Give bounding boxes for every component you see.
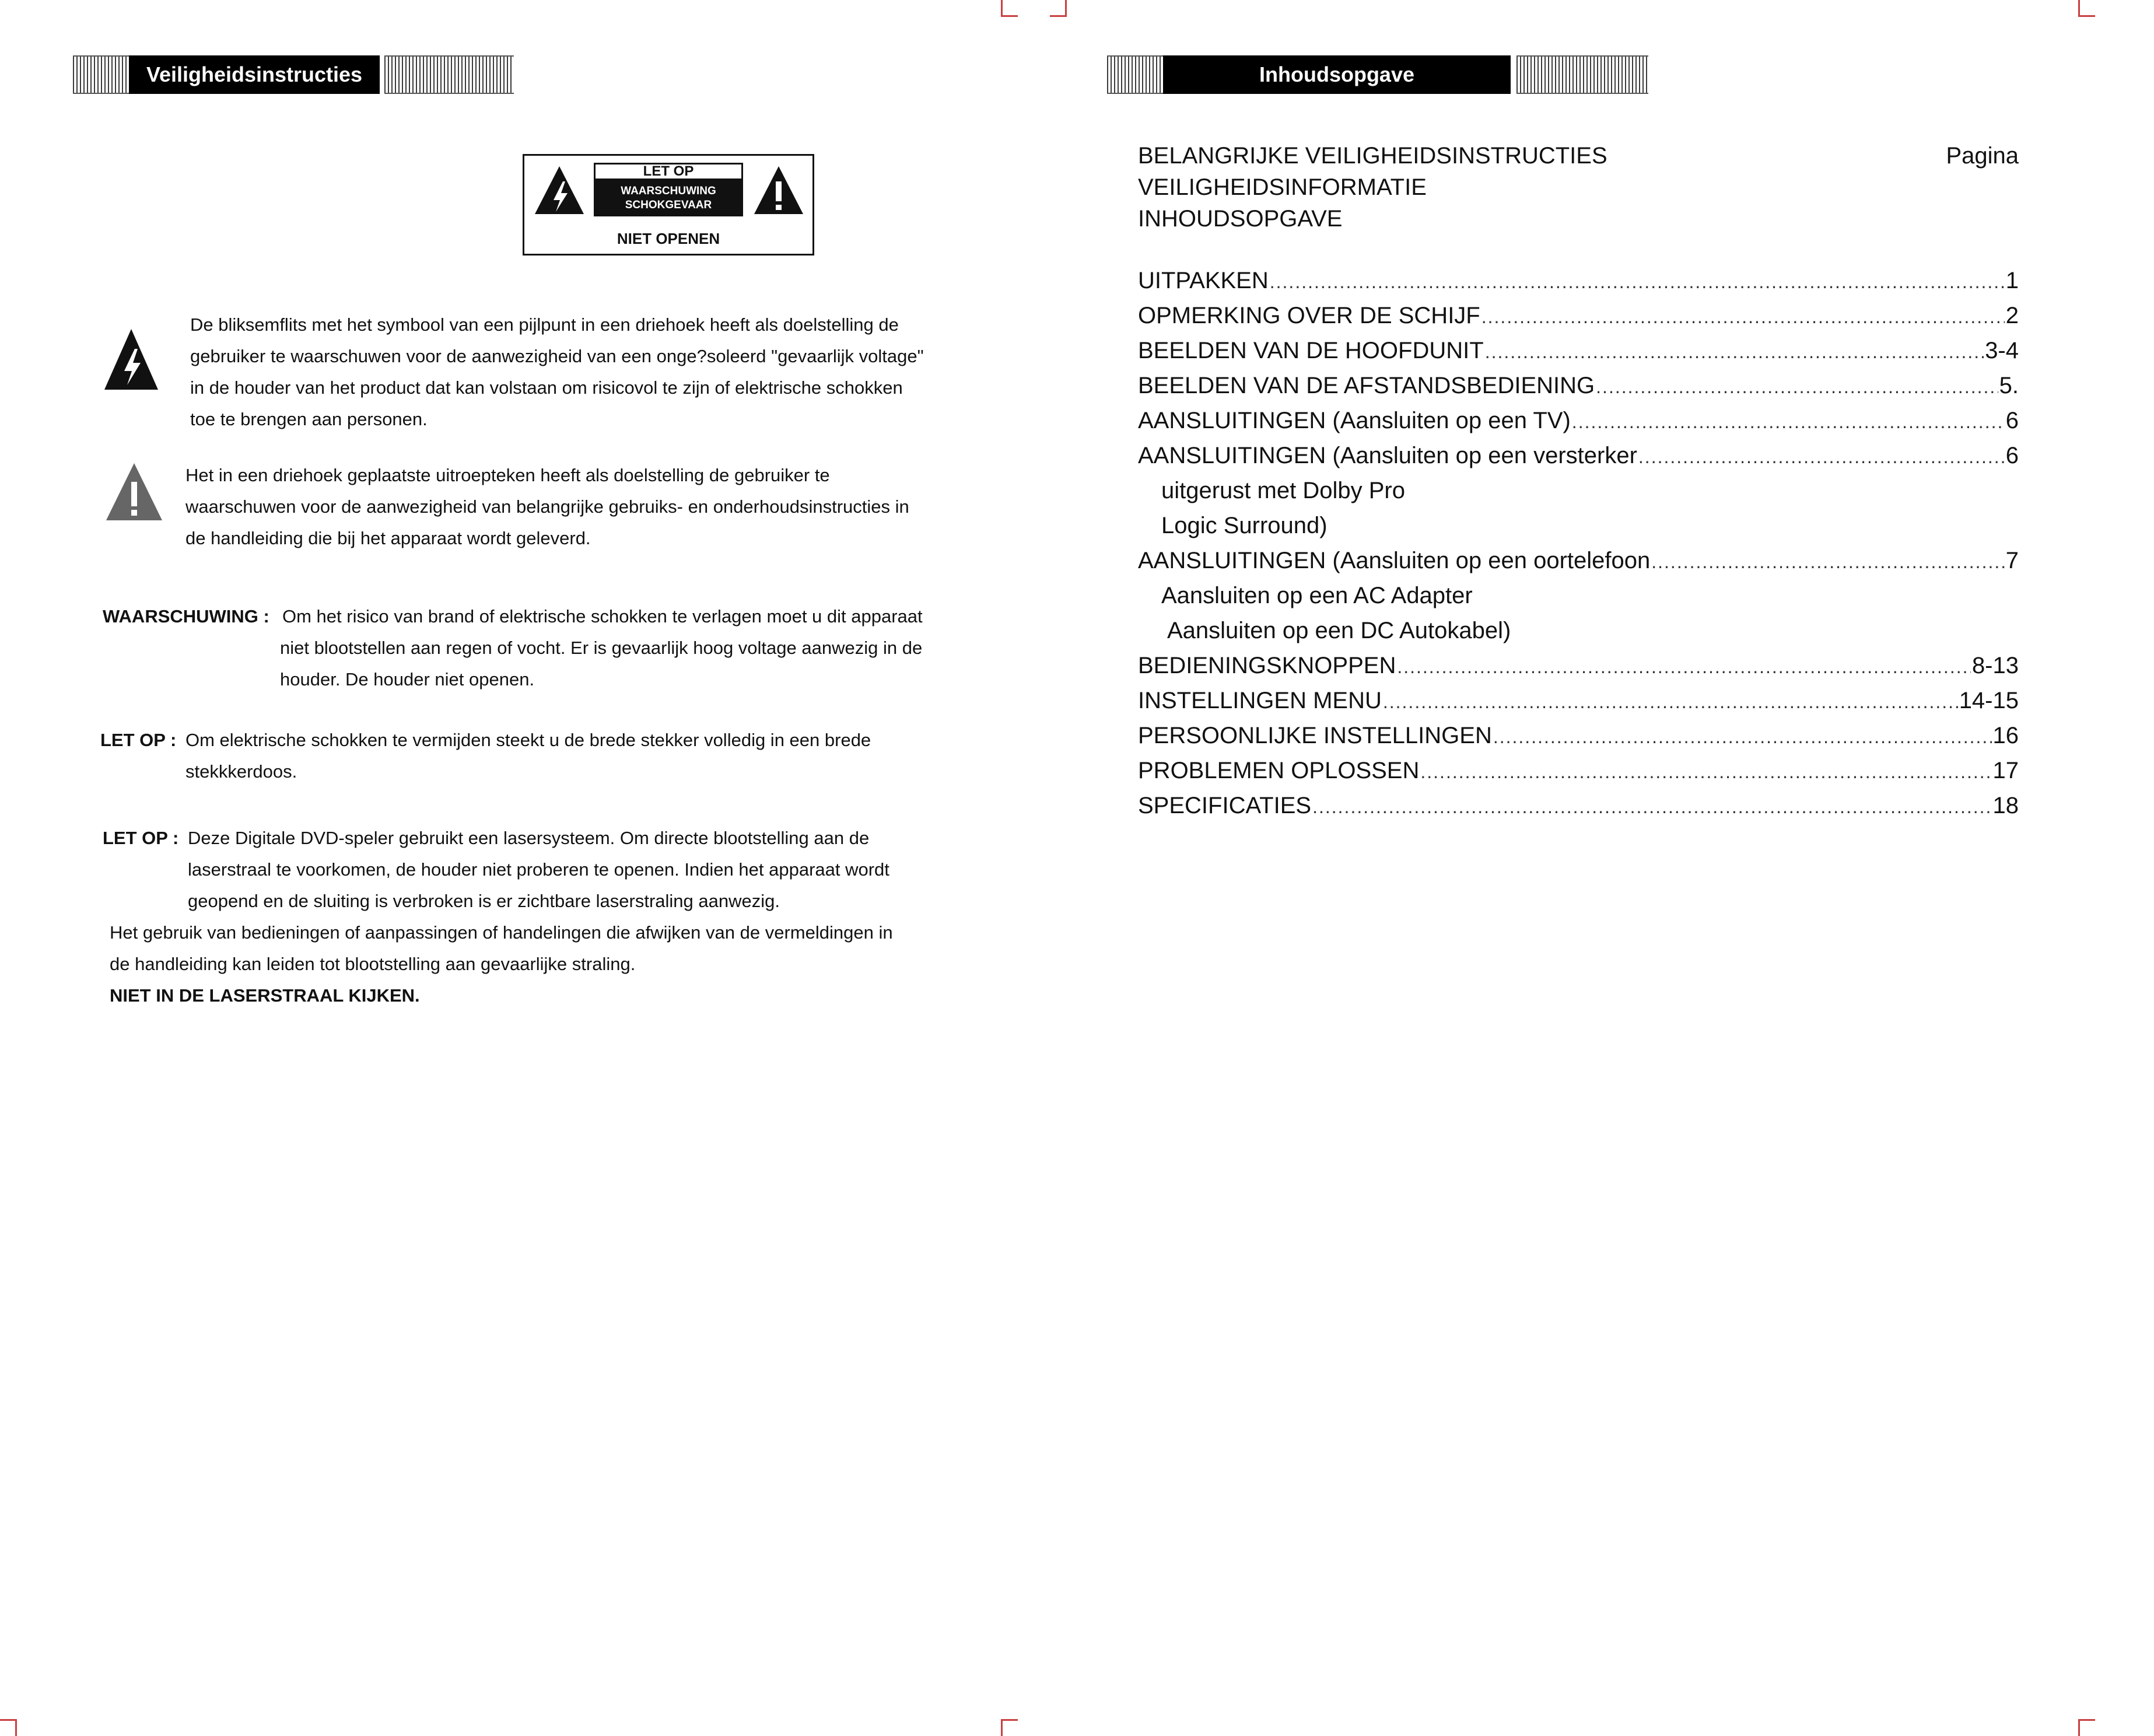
toc-leader — [1572, 411, 2005, 433]
toc-entry[interactable] — [1138, 408, 2019, 443]
toc-entry-page: 7 — [2005, 548, 2019, 573]
toc-entry[interactable] — [1138, 723, 2019, 758]
caution-label-middle-line: WAARSCHUWING — [621, 185, 716, 197]
toc-entry[interactable] — [1138, 373, 2019, 408]
exclamation-triangle-icon — [104, 461, 164, 523]
lightning-triangle-icon — [533, 164, 586, 216]
caution-label — [523, 154, 814, 256]
caution-block-body — [185, 724, 871, 788]
toc-entry-title: INSTELLINGEN MENU — [1138, 688, 1382, 713]
warning-line: Om elektrische schokken te vermijden steekt u de brede stekker volledig in een brede — [185, 730, 871, 750]
toc-leader — [1493, 726, 1992, 748]
exclamation-triangle-icon — [752, 164, 805, 216]
toc-entry-page: 2 — [2005, 303, 2019, 328]
laser-final-warning: NIET IN DE LASERSTRAAL KIJKEN. — [110, 985, 420, 1006]
warning-line: Het gebruik van bedieningen of aanpassingen of handelingen die afwijken van de vermeldingen in — [110, 922, 893, 943]
lightning-triangle-icon — [102, 327, 160, 392]
toc-entry-title: PERSOONLIJKE INSTELLINGEN — [1138, 723, 1492, 748]
toc-entry[interactable] — [1138, 338, 2019, 373]
caution-label-middle-line: SCHOKGEVAAR — [625, 199, 712, 211]
toc-entry-title: SPECIFICATIES — [1138, 793, 1312, 818]
toc-entry-title: BEELDEN VAN DE AFSTANDSBEDIENING — [1138, 373, 1595, 398]
toc-entry-page: 17 — [1992, 758, 2019, 783]
table-of-contents — [1138, 268, 2019, 828]
paragraph-line: de handleiding die bij het apparaat wordt geleverd. — [185, 528, 591, 548]
toc-entry-page: 14-15 — [1959, 688, 2019, 713]
toc-entry-page: 5. — [1999, 373, 2019, 398]
toc-leader — [1270, 271, 2005, 293]
header-hatch — [73, 55, 129, 94]
warning-line: de handleiding kan leiden tot blootstelling aan gevaarlijke straling. — [110, 954, 636, 974]
caution-label-top: LET OP — [594, 163, 743, 180]
toc-entry[interactable] — [1138, 303, 2019, 338]
toc-entry-title: UITPAKKEN — [1138, 268, 1269, 293]
header-hatch — [1516, 55, 1648, 94]
header-hatch — [384, 55, 514, 94]
toc-entry-page: 18 — [1992, 793, 2019, 818]
toc-entry-page: 6 — [2005, 408, 2019, 433]
toc-entry-title: BEELDEN VAN DE HOOFDUNIT — [1138, 338, 1484, 363]
toc-entry-title: OPMERKING OVER DE SCHIJF — [1138, 303, 1480, 328]
toc-entry-subline: Aansluiten op een AC Adapter — [1161, 583, 1473, 608]
toc-entry-subline: Logic Surround) — [1161, 513, 1328, 538]
toc-entry-page: 16 — [1992, 723, 2019, 748]
laser-radiation-note — [110, 917, 893, 1012]
right-page — [1077, 0, 2154, 1734]
toc-leader — [1638, 446, 2005, 468]
paragraph-line: in de houder van het product dat kan volstaan om risicovol te zijn of elektrische schokken — [190, 377, 903, 398]
caution-block-label: LET OP : — [100, 730, 177, 750]
toc-front-item: VEILIGHEIDSINFORMATIE — [1138, 174, 1427, 200]
toc-entry[interactable] — [1138, 758, 2019, 793]
toc-leader — [1397, 656, 1971, 678]
toc-entry-page: 3-4 — [1985, 338, 2019, 363]
toc-entry-title: AANSLUITINGEN (Aansluiten op een versterker — [1138, 443, 1637, 468]
paragraph-line: waarschuwen voor de aanwezigheid van belangrijke gebruiks- en onderhoudsinstructies in — [185, 496, 909, 517]
caution-label-middle — [594, 180, 743, 216]
lightning-symbol-explanation — [190, 309, 995, 435]
warning-line: niet blootstellen aan regen of vocht. Er is gevaarlijk hoog voltage aanwezig in de — [280, 638, 923, 658]
toc-front-matter — [1138, 140, 2019, 235]
paragraph-line: gebruiker te waarschuwen voor de aanwezigheid van een onge?soleerd "gevaarlijk voltage" — [190, 346, 924, 366]
toc-entry-subline: uitgerust met Dolby Pro — [1161, 478, 1405, 503]
toc-leader — [1383, 691, 1958, 713]
section-header — [1107, 55, 1648, 94]
warning-line: Om het risico van brand of elektrische schokken te verlagen moet u dit apparaat — [282, 606, 923, 626]
section-title: Inhoudsopgave — [1163, 55, 1511, 94]
toc-entry-page: 1 — [2005, 268, 2019, 293]
toc-entry-title: BEDIENINGSKNOPPEN — [1138, 653, 1396, 678]
toc-entry-title: AANSLUITINGEN (Aansluiten op een TV) — [1138, 408, 1571, 433]
toc-entry[interactable] — [1138, 793, 2019, 828]
toc-leader — [1596, 376, 1998, 398]
toc-leader — [1420, 761, 1991, 783]
warning-body — [282, 601, 923, 632]
section-header — [73, 55, 514, 94]
caution-label-bottom: NIET OPENEN — [617, 230, 720, 247]
caution-block-label: LET OP : — [103, 828, 179, 848]
section-title: Veiligheidsinstructies — [129, 55, 380, 94]
warning-line: laserstraal te voorkomen, de houder niet proberen te openen. Indien het apparaat wordt — [188, 859, 889, 880]
header-hatch — [1107, 55, 1163, 94]
paragraph-line: toe te brengen aan personen. — [190, 409, 428, 429]
toc-entry-title: AANSLUITINGEN (Aansluiten op een oortelefoon — [1138, 548, 1651, 573]
exclamation-symbol-explanation — [185, 460, 996, 554]
toc-entry-page: 6 — [2005, 443, 2019, 468]
toc-entry-page: 8-13 — [1971, 653, 2019, 678]
toc-entry[interactable] — [1138, 688, 2019, 723]
toc-front-item: INHOUDSOPGAVE — [1138, 206, 1343, 232]
warning-line: Deze Digitale DVD-speler gebruikt een lasersysteem. Om directe blootstelling aan de — [188, 828, 870, 848]
paragraph-line: Het in een driehoek geplaatste uitroepteken heeft als doelstelling de gebruiker te — [185, 465, 830, 485]
warning-line: geopend en de sluiting is verbroken is er zichtbare laserstraling aanwezig. — [188, 891, 780, 911]
paragraph-line: De bliksemflits met het symbool van een pijlpunt in een driehoek heeft als doelstelling de — [190, 314, 899, 335]
warning-line: houder. De houder niet openen. — [280, 669, 535, 690]
toc-leader — [1651, 551, 2005, 573]
toc-entry[interactable] — [1138, 443, 2019, 478]
warning-line: stekkkerdoos. — [185, 761, 297, 782]
toc-entry-subline: Aansluiten op een DC Autokabel) — [1167, 618, 1511, 643]
left-page — [0, 0, 1077, 1734]
toc-entry[interactable] — [1138, 548, 2019, 583]
toc-entry[interactable] — [1138, 268, 2019, 303]
page-column-label: Pagina — [1946, 143, 2019, 169]
caution-block-body — [188, 822, 889, 917]
toc-leader — [1481, 306, 2005, 328]
toc-front-item: BELANGRIJKE VEILIGHEIDSINSTRUCTIES — [1138, 143, 1607, 169]
toc-entry[interactable] — [1138, 653, 2019, 688]
toc-leader — [1312, 796, 1991, 818]
toc-leader — [1485, 341, 1984, 363]
warning-label: WAARSCHUWING : — [103, 606, 269, 626]
toc-entry-title: PROBLEMEN OPLOSSEN — [1138, 758, 1420, 783]
warning-body-continued — [280, 632, 922, 695]
